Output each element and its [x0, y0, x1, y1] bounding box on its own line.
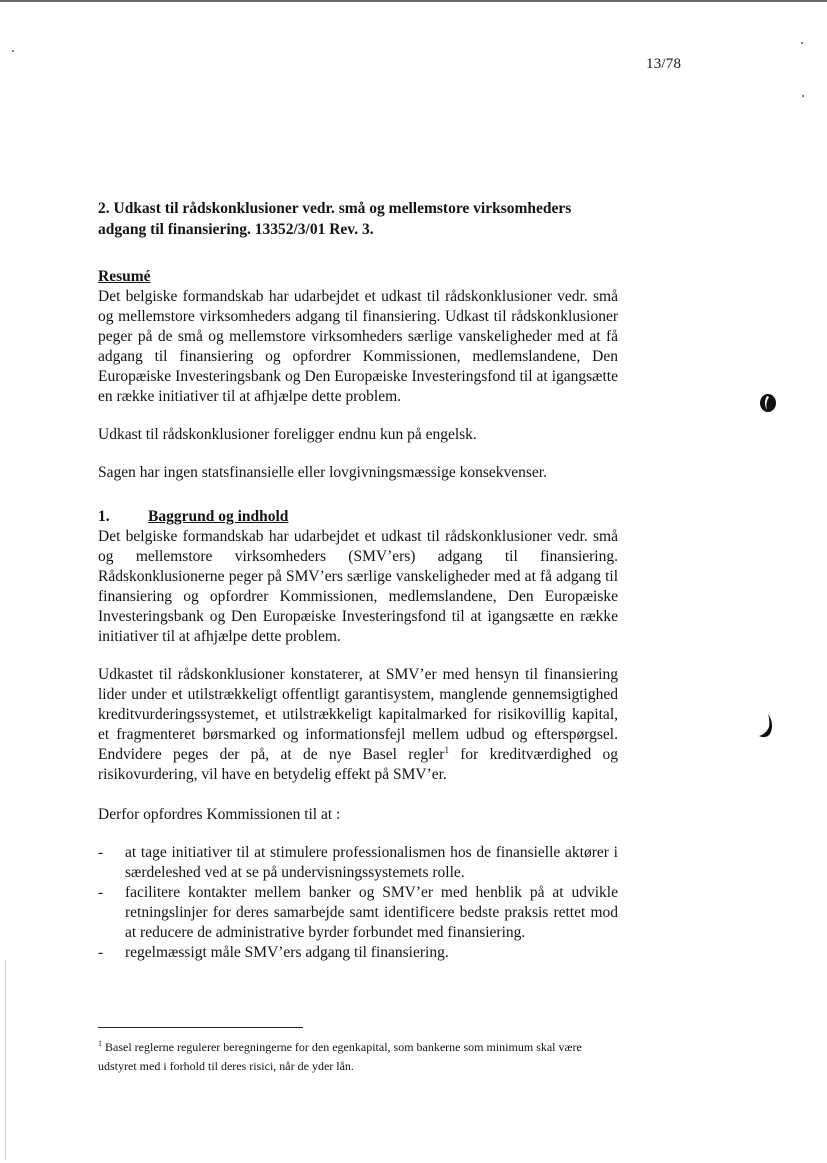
footnote-marker: 1	[98, 1039, 102, 1048]
footnote-text: Basel reglerne regulerer beregningerne for den egenkapital, som bankerne som minimum skal være udstyret med i forhold til deres risici, når de yder lån.	[98, 1040, 582, 1073]
list-item	[98, 943, 618, 963]
section-title: Baggrund og indhold	[148, 508, 289, 525]
punch-hole-mark	[758, 392, 778, 414]
scan-left-edge	[5, 960, 6, 1160]
consequences-note: Sagen har ingen statsfinansielle eller lovgivningsmæssige konsekvenser.	[98, 464, 547, 481]
list-item-text: at tage initiativer til at stimulere professionalismen hos de finansielle aktører i særdeleshed ved at se på undervisningssystemets rolle.	[125, 844, 618, 881]
findings-text: Udkastet til rådskonklusioner konstaterer, at SMV’er med hensyn til finansiering lider under et utilstrækkeligt offentligt garantisystem, manglende gennemsigtighed kreditvurderingssystemet, et utilstrækkeligt kapitalmarked for risikovillig kapital, et fragmenteret børsmarked og informationsfejl mellem udbud og efterspørgsel. Endvidere peges der på, at de nye Basel regler	[98, 666, 618, 763]
list-item-text: facilitere kontakter mellem banker og SMV’er med henblik på at udvikle retningslinjer for deres samarbejde samt identificere bedste praksis rettet mod at reducere de administrative byrder forbundet med finansiering.	[125, 884, 618, 941]
scan-speck	[801, 42, 803, 44]
findings-text-end: for kreditværdighed og risikovurdering, vil have en betydelig effekt på SMV’er.	[98, 746, 618, 783]
binding-mark	[756, 712, 778, 740]
section-heading	[98, 507, 618, 527]
document-title: 2. Udkast til rådskonklusioner vedr. små og mellemstore virksomheders adgang til finansiering. 13352/3/01 Rev. 3.	[98, 200, 572, 238]
recommendation-list	[98, 843, 618, 963]
footnote	[98, 1038, 618, 1076]
list-item	[98, 843, 618, 883]
findings-paragraph	[98, 665, 618, 785]
list-item	[98, 883, 618, 943]
footnote-reference: 1	[444, 745, 449, 755]
section-number: 1.	[98, 508, 110, 525]
background-paragraph: Det belgiske formandskab har udarbejdet et udkast til rådskonklusioner vedr. små og mellemstore virksomheders (SMV’ers) adgang til finansiering. Rådskonklusionerne peger på SMV’ers særlige vanskeligheder med at få adgang til finansiering og opfordrer Kommissionen, medlemslandene, Den Europæiske Investeringsbank og Den Europæiske Investeringsfond til at igangsætte en række initiativer til at afhjælpe dette problem.	[98, 528, 618, 645]
scan-speck	[12, 50, 14, 52]
call-intro: Derfor opfordres Kommissionen til at :	[98, 806, 341, 823]
document-body	[98, 198, 618, 963]
list-item-text: regelmæssigt måle SMV’ers adgang til finansiering.	[125, 944, 449, 961]
scan-speck	[802, 95, 804, 97]
resume-paragraph: Det belgiske formandskab har udarbejdet et udkast til rådskonklusioner vedr. små og mellemstore virksomheders adgang til finansiering. Udkast til rådskonklusioner peger på de små og mellemstore virksomheders særlige vanskeligheder med at få adgang til finansiering og opfordrer Kommissionen, medlemslandene, Den Europæiske Investeringsbank og Den Europæiske Investeringsfond til at igangsætte en række initiativer til at afhjælpe dette problem.	[98, 288, 618, 405]
page-number: 13/78	[646, 56, 682, 72]
scan-top-edge	[0, 0, 827, 2]
language-note: Udkast til rådskonklusioner foreligger endnu kun på engelsk.	[98, 426, 477, 443]
bullet-marker: -	[98, 844, 104, 861]
bullet-marker: -	[98, 884, 104, 901]
footnote-divider	[98, 1027, 303, 1028]
bullet-marker: -	[98, 944, 104, 961]
resume-heading: Resumé	[98, 268, 151, 285]
